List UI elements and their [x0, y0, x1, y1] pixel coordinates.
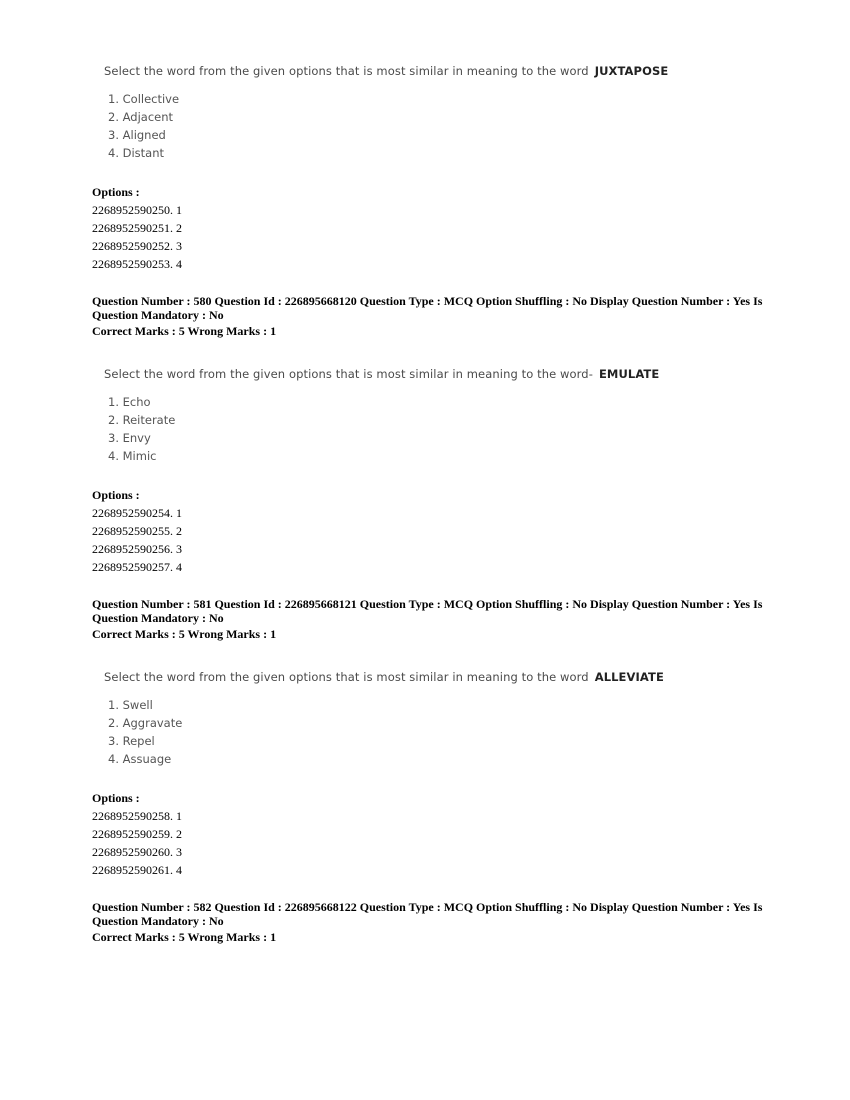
question-meta-580 — [92, 294, 772, 338]
stem-keyword: ALLEVIATE — [594, 670, 664, 684]
question-stem — [104, 62, 724, 80]
option-id: 2268952590251. 2 — [92, 221, 182, 235]
options-block-1 — [92, 183, 182, 273]
choice-list — [108, 90, 724, 162]
option-id: 2268952590260. 3 — [92, 845, 182, 859]
option-id: 2268952590253. 4 — [92, 257, 182, 271]
meta-line: Question Mandatory : No — [92, 308, 224, 322]
meta-line: Question Number : 582 Question Id : 226895668122 Question Type : MCQ Option Shuffling : No Display Question Number : Yes Is — [92, 900, 763, 914]
meta-line: Question Mandatory : No — [92, 611, 224, 625]
option-id: 2268952590256. 3 — [92, 542, 182, 556]
meta-marks: Correct Marks : 5 Wrong Marks : 1 — [92, 627, 277, 641]
stem-keyword: JUXTAPOSE — [594, 64, 669, 78]
question-image-1 — [104, 62, 724, 162]
meta-marks: Correct Marks : 5 Wrong Marks : 1 — [92, 930, 277, 944]
option-id: 2268952590258. 1 — [92, 809, 182, 823]
stem-text: Select the word from the given options that is most similar in meaning to the word — [104, 670, 589, 684]
options-block-3 — [92, 789, 182, 879]
option-id: 2268952590250. 1 — [92, 203, 182, 217]
question-image-2 — [104, 365, 724, 465]
question-stem — [104, 365, 724, 383]
stem-keyword: EMULATE — [598, 367, 660, 381]
meta-line: Question Number : 580 Question Id : 226895668120 Question Type : MCQ Option Shuffling : No Display Question Number : Yes Is — [92, 294, 763, 308]
options-block-2 — [92, 486, 182, 576]
choice-item: 3. Envy — [108, 431, 151, 445]
option-id: 2268952590254. 1 — [92, 506, 182, 520]
choice-list — [108, 696, 724, 768]
choice-item: 2. Aggravate — [108, 716, 183, 730]
choice-item: 4. Mimic — [108, 449, 157, 463]
option-id: 2268952590259. 2 — [92, 827, 182, 841]
choice-item: 3. Aligned — [108, 128, 166, 142]
question-image-3 — [104, 668, 724, 768]
choice-item: 1. Collective — [108, 92, 180, 106]
meta-line: Question Mandatory : No — [92, 914, 224, 928]
choice-item: 2. Reiterate — [108, 413, 176, 427]
question-stem — [104, 668, 724, 686]
question-meta-582 — [92, 900, 772, 944]
option-id: 2268952590257. 4 — [92, 560, 182, 574]
question-meta-581 — [92, 597, 772, 641]
choice-item: 4. Assuage — [108, 752, 172, 766]
stem-text: Select the word from the given options that is most similar in meaning to the word- — [104, 367, 593, 381]
stem-text: Select the word from the given options that is most similar in meaning to the word — [104, 64, 589, 78]
options-title: Options : — [92, 185, 140, 199]
choice-item: 1. Swell — [108, 698, 153, 712]
meta-line: Question Number : 581 Question Id : 226895668121 Question Type : MCQ Option Shuffling : No Display Question Number : Yes Is — [92, 597, 763, 611]
option-id: 2268952590255. 2 — [92, 524, 182, 538]
options-title: Options : — [92, 791, 140, 805]
choice-list — [108, 393, 724, 465]
choice-item: 2. Adjacent — [108, 110, 174, 124]
choice-item: 3. Repel — [108, 734, 155, 748]
choice-item: 1. Echo — [108, 395, 151, 409]
option-id: 2268952590252. 3 — [92, 239, 182, 253]
meta-marks: Correct Marks : 5 Wrong Marks : 1 — [92, 324, 277, 338]
option-id: 2268952590261. 4 — [92, 863, 182, 877]
choice-item: 4. Distant — [108, 146, 165, 160]
options-title: Options : — [92, 488, 140, 502]
